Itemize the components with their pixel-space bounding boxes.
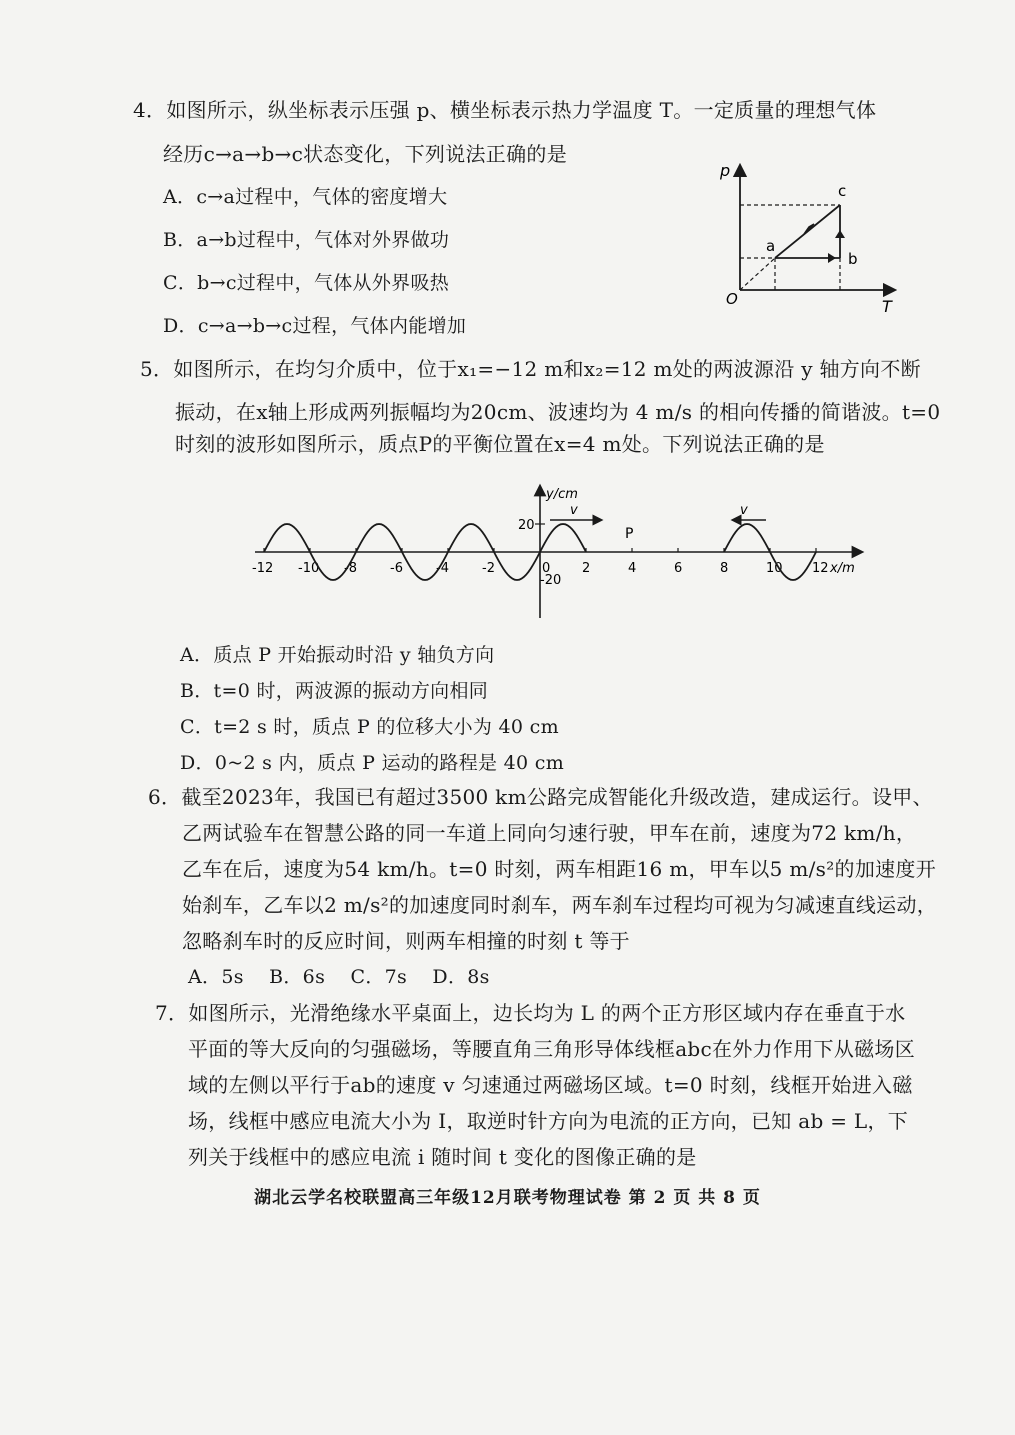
q5-x-tick-label: -6 — [390, 561, 403, 576]
q5-x-label: x/m — [830, 561, 855, 576]
q5-x-tick-label: 4 — [628, 561, 637, 576]
q5-option-a: A．质点 P 开始振动时沿 y 轴负方向 — [180, 644, 495, 666]
q4-point-c: c — [838, 182, 847, 200]
q5-origin: 0 — [542, 561, 551, 576]
q5-x-tick-label: 2 — [582, 561, 591, 576]
q5-option-d: D．0~2 s 内，质点 P 运动的路程是 40 cm — [180, 752, 565, 774]
q4-point-a: a — [766, 237, 776, 255]
q6-options: A．5s B．6s C．7s D．8s — [188, 966, 490, 988]
q6-line-3: 乙车在后，速度为54 km/h。t=0 时刻，两车相距16 m，甲车以5 m/s²的加速度开 — [182, 857, 937, 881]
q4-stem-line-2: 经历c→a→b→c状态变化，下列说法正确的是 — [163, 142, 568, 166]
q4-pt-diagram — [710, 158, 910, 318]
q5-stem-line-1: 5．如图所示，在均匀介质中，位于x₁=−12 m和x₂=12 m处的两波源沿 y 轴方向不断 — [140, 357, 921, 381]
q5-y-tick-20: 20 — [518, 518, 535, 533]
q4-option-b: B．a→b过程中，气体对外界做功 — [163, 229, 450, 251]
q5-stem-line-3: 时刻的波形如图所示，质点P的平衡位置在x=4 m处。下列说法正确的是 — [175, 432, 825, 456]
q5-point-p: P — [625, 526, 634, 542]
q5-y-tick-neg20: -20 — [540, 573, 562, 588]
q5-option-b: B．t=0 时，两波源的振动方向相同 — [180, 680, 489, 702]
q5-x-tick-label: -4 — [436, 561, 449, 576]
page-footer: 湖北云学名校联盟高三年级12月联考物理试卷 第 2 页 共 8 页 — [254, 1188, 761, 1208]
q5-velocity-right: v — [570, 503, 578, 518]
q5-x-tick-label: 6 — [674, 561, 683, 576]
q5-velocity-left: v — [740, 503, 748, 518]
q6-line-2: 乙两试验车在智慧公路的同一车道上同向匀速行驶，甲车在前，速度为72 km/h， — [182, 821, 917, 845]
q5-x-tick-label: -8 — [344, 561, 357, 576]
q4-option-d: D．c→a→b→c过程，气体内能增加 — [163, 315, 467, 337]
q5-wave-diagram — [250, 480, 870, 620]
q7-line-1: 7．如图所示，光滑绝缘水平桌面上，边长均为 L 的两个正方形区域内存在垂直于水 — [155, 1001, 906, 1025]
q4-p-label: p — [720, 161, 731, 180]
q5-x-tick-label: -12 — [252, 561, 274, 576]
q7-line-5: 列关于线框中的感应电流 i 随时间 t 变化的图像正确的是 — [188, 1145, 697, 1169]
q4-option-a: A．c→a过程中，气体的密度增大 — [163, 186, 448, 208]
q7-line-4: 场，线框中感应电流大小为 I，取逆时针方向为电流的正方向，已知 ab = L，下 — [188, 1109, 909, 1133]
q5-option-c: C．t=2 s 时，质点 P 的位移大小为 40 cm — [180, 716, 559, 738]
q5-x-tick-label: -10 — [298, 561, 320, 576]
q5-x-tick-label: 10 — [766, 561, 783, 576]
q4-option-c: C．b→c过程中，气体从外界吸热 — [163, 272, 450, 294]
q4-t-label: T — [882, 297, 892, 316]
q7-line-3: 域的左侧以平行于ab的速度 v 匀速通过两磁场区域。t=0 时刻，线框开始进入磁 — [188, 1073, 913, 1097]
q6-line-5: 忽略刹车时的反应时间，则两车相撞的时刻 t 等于 — [182, 929, 630, 953]
q5-x-tick-label: 12 — [812, 561, 829, 576]
q4-point-b: b — [848, 250, 858, 268]
q4-stem-line-1: 4．如图所示，纵坐标表示压强 p、横坐标表示热力学温度 T。一定质量的理想气体 — [133, 98, 877, 122]
q5-y-label: y/cm — [546, 487, 578, 502]
q5-stem-line-2: 振动，在x轴上形成两列振幅均为20cm、波速均为 4 m/s 的相向传播的简谐波。t=0 — [175, 400, 941, 424]
q6-line-1: 6．截至2023年，我国已有超过3500 km公路完成智能化升级改造，建成运行。设甲、 — [148, 785, 933, 809]
q5-x-tick-label: -2 — [482, 561, 495, 576]
q5-x-tick-label: 8 — [720, 561, 729, 576]
q7-line-2: 平面的等大反向的匀强磁场，等腰直角三角形导体线框abc在外力作用下从磁场区 — [188, 1037, 916, 1061]
q6-line-4: 始刹车，乙车以2 m/s²的加速度同时刹车，两车刹车过程均可视为匀减速直线运动， — [182, 893, 938, 917]
q4-origin-label: O — [726, 290, 738, 308]
